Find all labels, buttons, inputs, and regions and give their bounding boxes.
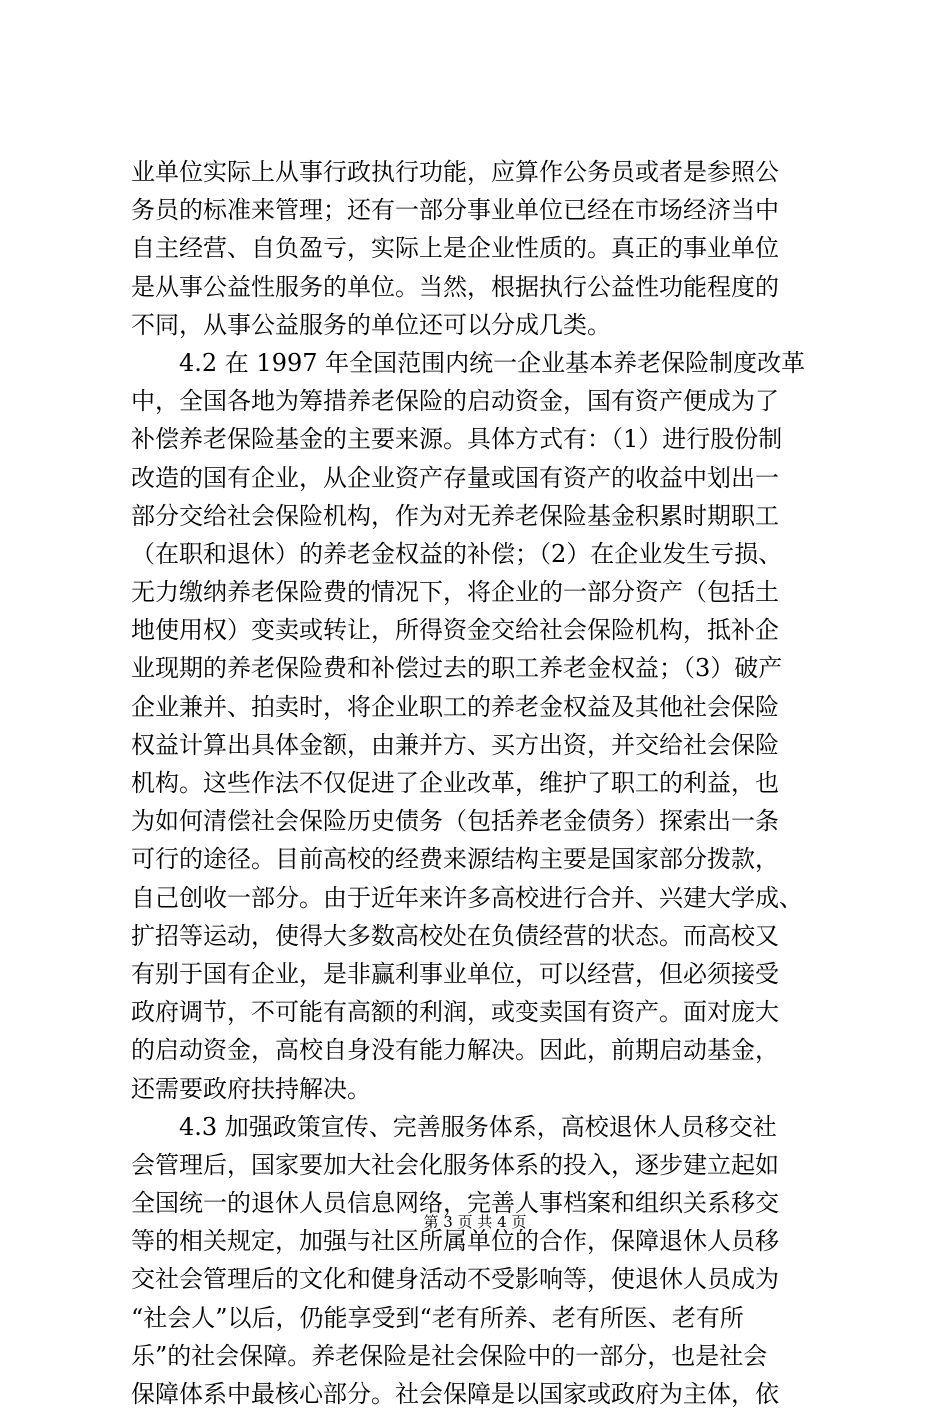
text-line: 4.2 在 1997 年全国范围内统一企业基本养老保险制度改革 (131, 348, 806, 377)
text-line: 有别于国有企业，是非赢利事业单位，可以经营，但必须接受 (131, 959, 779, 988)
text-line: “社会人”以后，仍能享受到“老有所养、老有所医、老有所 (131, 1303, 744, 1332)
text-line: 业现期的养老保险费和补偿过去的职工养老金权益；（3）破产 (131, 654, 783, 683)
text-line: 企业兼并、拍卖时，将企业职工的养老金权益及其他社会保险 (131, 692, 779, 721)
text-line: 地使用权）变卖或转让，所得资金交给社会保险机构，抵补企 (131, 616, 779, 645)
text-line: 自主经营、自负盈亏，实际上是企业性质的。真正的事业单位 (131, 234, 779, 263)
text-line: 等的相关规定，加强与社区所属单位的合作，保障退休人员移 (131, 1227, 779, 1256)
text-line: 补偿养老保险基金的主要来源。具体方式有：（1）进行股份制 (131, 425, 783, 454)
text-line: 不同，从事公益服务的单位还可以分成几类。 (131, 310, 611, 339)
text-line: 乐”的社会保障。养老保险是社会保险中的一部分，也是社会 (131, 1341, 768, 1370)
text-line: 的启动资金，高校自身没有能力解决。因此，前期启动基金， (131, 1036, 779, 1065)
text-line: 会管理后，国家要加大社会化服务体系的投入，逐步建立起如 (131, 1150, 779, 1179)
text-line: 扩招等运动，使得大多数高校处在负债经营的状态。而高校又 (131, 921, 779, 950)
text-line: 权益计算出具体金额，由兼并方、买方出资，并交给社会保险 (131, 730, 779, 759)
text-line: （在职和退休）的养老金权益的补偿；（2）在企业发生亏损、 (131, 539, 783, 568)
text-line: 为如何清偿社会保险历史债务（包括养老金债务）探索出一条 (131, 807, 779, 836)
text-line: 交社会管理后的文化和健身活动不受影响等，使退休人员成为 (131, 1265, 779, 1294)
text-line: 自己创收一部分。由于近年来许多高校进行合并、兴建大学成、 (131, 883, 803, 912)
text-line: 中，全国各地为筹措养老保险的启动资金，国有资产便成为了 (131, 387, 779, 416)
text-line: 全国统一的退休人员信息网络，完善人事档案和组织关系移交 (131, 1189, 779, 1218)
text-line: 还需要政府扶持解决。 (131, 1074, 371, 1103)
text-line: 无力缴纳养老保险费的情况下，将企业的一部分资产（包括土 (131, 578, 779, 607)
text-line: 务员的标准来管理；还有一部分事业单位已经在市场经济当中 (131, 196, 779, 225)
text-line: 机构。这些作法不仅促进了企业改革，维护了职工的利益，也 (131, 769, 779, 797)
text-line: 改造的国有企业，从企业资产存量或国有资产的收益中划出一 (131, 463, 779, 492)
text-line: 可行的途径。目前高校的经费来源结构主要是国家部分拨款， (131, 845, 779, 874)
page-footer: 第 3 页 共 4 页 (423, 1213, 527, 1231)
text-line: 政府调节，不可能有高额的利润，或变卖国有资产。面对庞大 (131, 998, 779, 1027)
text-line: 保障体系中最核心部分。社会保障是以国家或政府为主体，依 (131, 1380, 779, 1408)
text-line: 业单位实际上从事行政执行功能，应算作公务员或者是参照公 (131, 158, 779, 186)
text-line: 是从事公益性服务的单位。当然，根据执行公益性功能程度的 (131, 272, 779, 301)
text-line: 4.3 加强政策宣传、完善服务体系，高校退休人员移交社 (131, 1112, 777, 1141)
text-line: 部分交给社会保险机构，作为对无养老保险基金积累时期职工 (131, 501, 779, 530)
